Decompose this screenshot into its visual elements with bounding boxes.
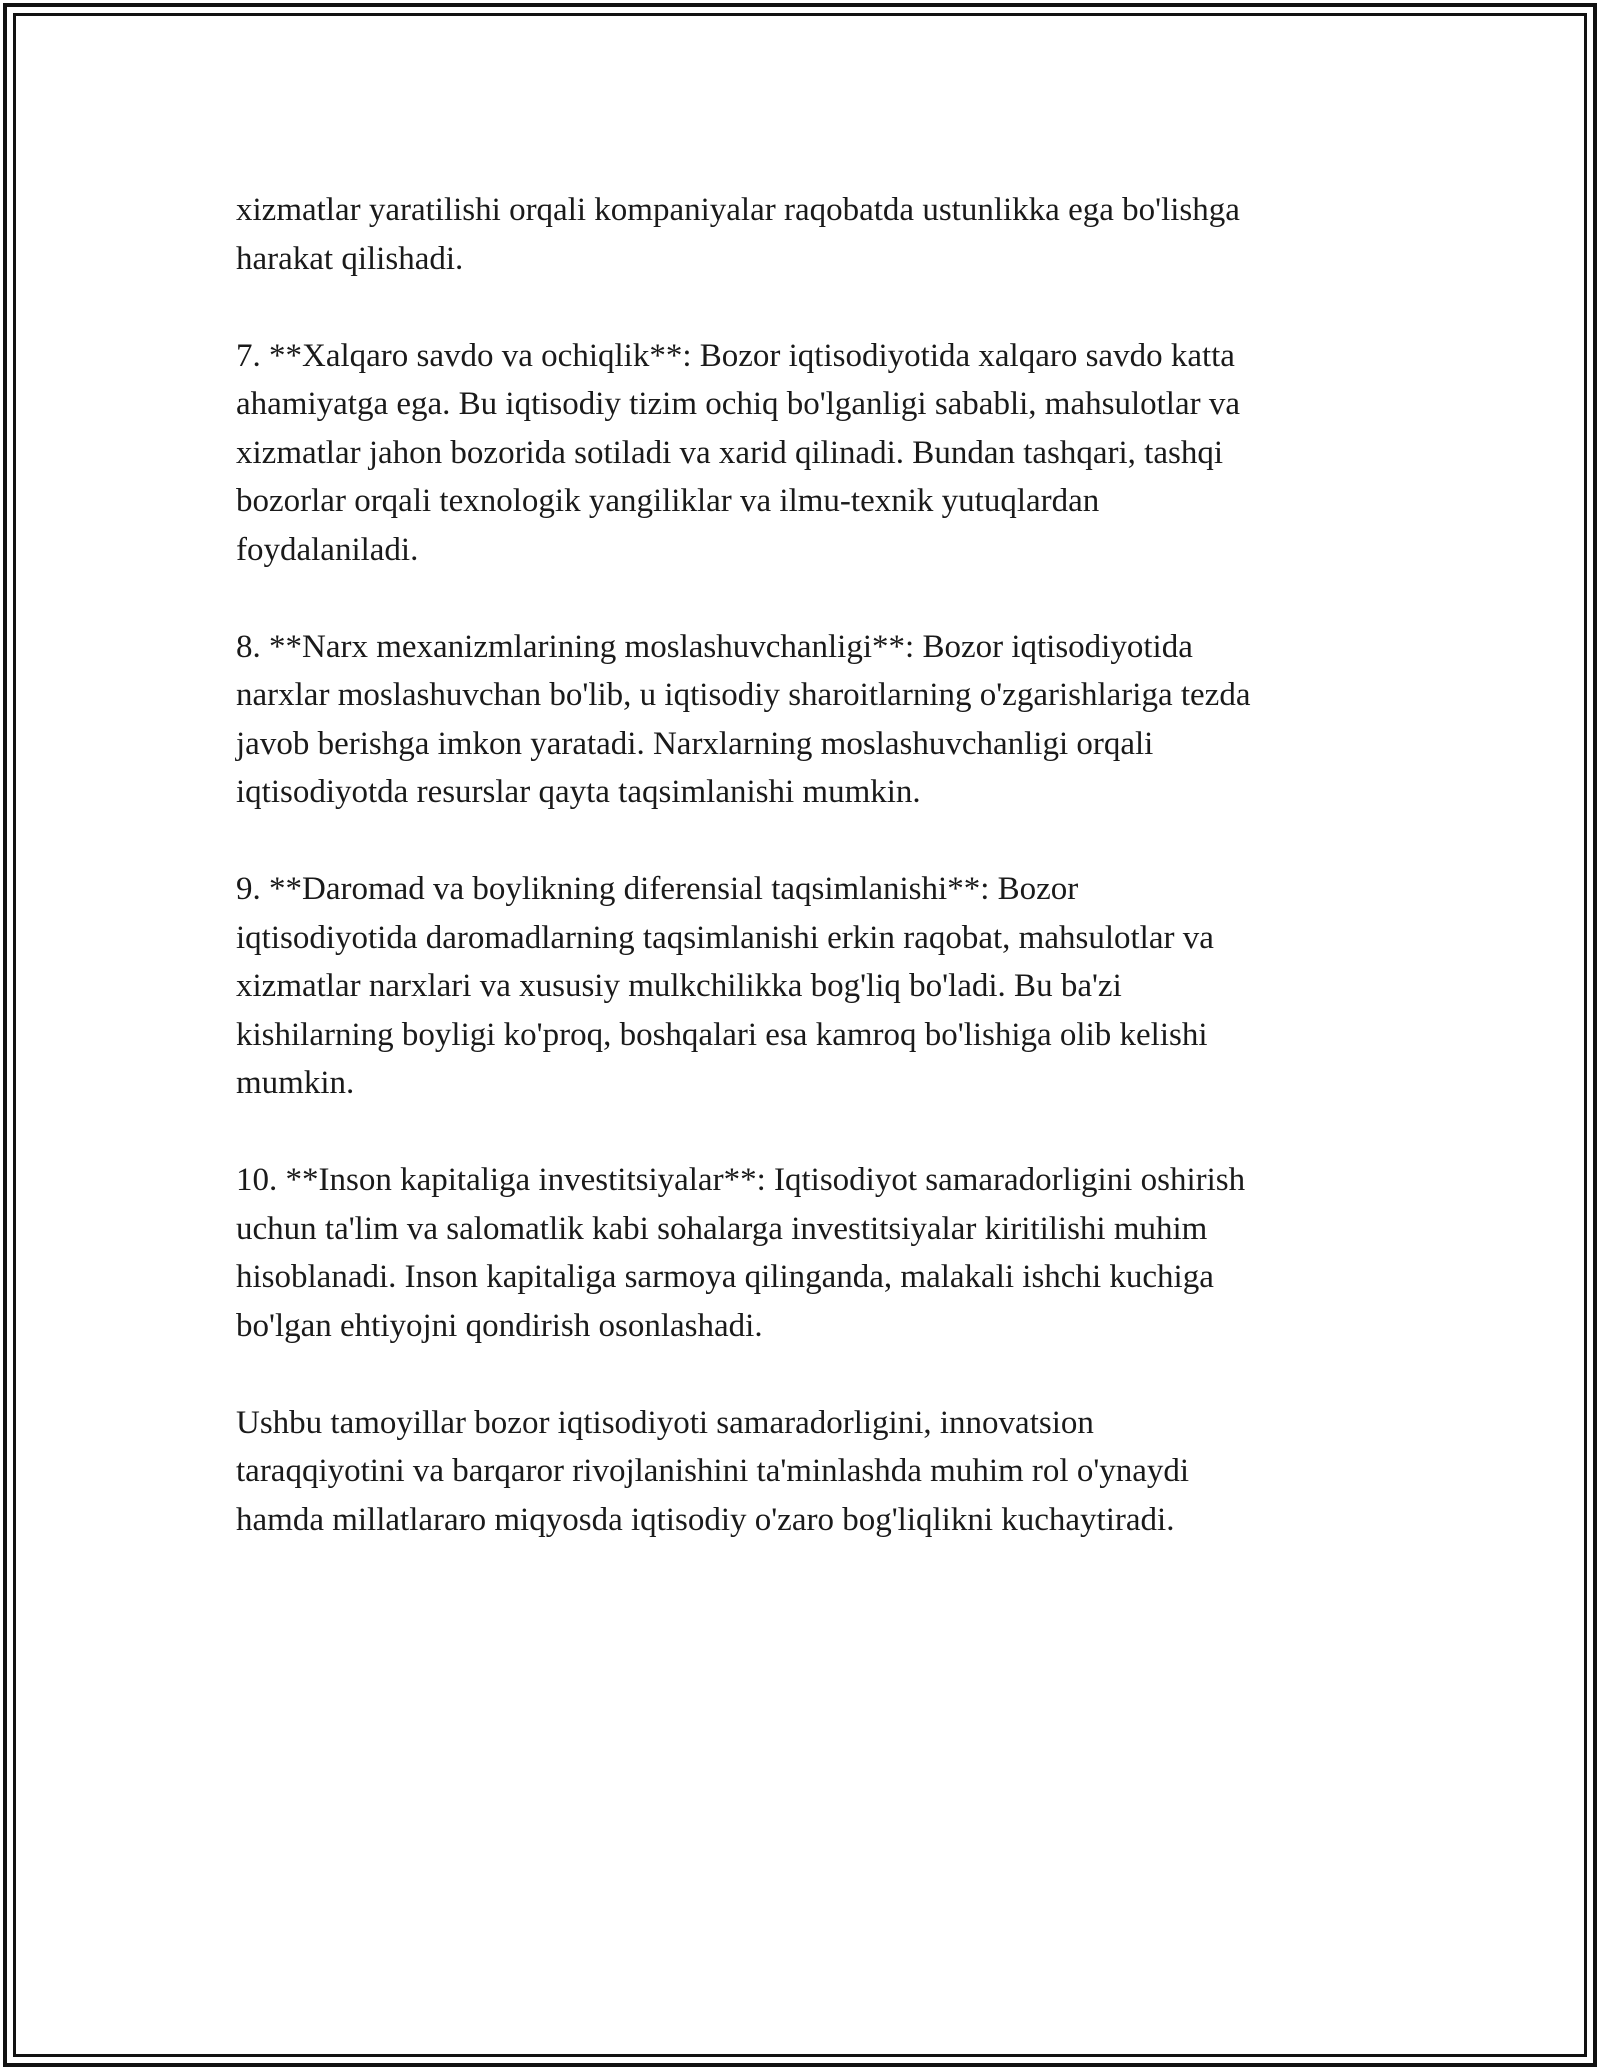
paragraph-item-7: 7. **Xalqaro savdo va ochiqlik**: Bozor iqtisodiyotida xalqaro savdo katta ahamiyatga ega. Bu iqtisodiy tizim ochiq bo'lganligi sababli, mahsulotlar va xizmatlar jahon bozorida sotiladi va xarid qilinadi. Bundan tashqari, tashqi bozorlar orqali texnologik yangiliklar va ilmu-texnik yutuqlardan foydalaniladi. [236, 337, 1240, 568]
paragraph-item-8: 8. **Narx mexanizmlarining moslashuvchanligi**: Bozor iqtisodiyotida narxlar moslashuvchan bo'lib, u iqtisodiy sharoitlarning o'zgarishlariga tezda javob berishga imkon yaratadi. Narxlarning moslashuvchanligi orqali iqtisodiyotda resurslar qayta taqsimlanishi mumkin. [236, 628, 1251, 810]
paragraph-conclusion: Ushbu tamoyillar bozor iqtisodiyoti samaradorligini, innovatsion taraqqiyotini va barqaror rivojlanishini ta'minlashda muhim rol o'ynaydi hamda millatlararo miqyosda iqtisodiy o'zaro bog'liqlikni kuchaytiradi. [236, 1404, 1190, 1538]
paragraph-item-10: 10. **Inson kapitaliga investitsiyalar**: Iqtisodiyot samaradorligini oshirish uchun ta'lim va salomatlik kabi sohalarga investitsiyalar kiritilishi muhim hisoblanadi. Inson kapitaliga sarmoya qilinganda, malakali ishchi kuchiga bo'lgan ehtiyojni qondirish osonlashadi. [236, 1162, 1246, 1344]
paragraph-continuation: xizmatlar yaratilishi orqali kompaniyalar raqobatda ustunlikka ega bo'lishga harakat qilishadi. [236, 192, 1240, 277]
document-body [236, 186, 1376, 1593]
paragraph-item-9: 9. **Daromad va boylikning diferensial taqsimlanishi**: Bozor iqtisodiyotida daromadlarning taqsimlanishi erkin raqobat, mahsulotlar va xizmatlar narxlari va xususiy mulkchilikka bog'liq bo'ladi. Bu ba'zi kishilarning boyligi ko'proq, boshqalari esa kamroq bo'lishiga olib kelishi mumkin. [236, 871, 1214, 1101]
